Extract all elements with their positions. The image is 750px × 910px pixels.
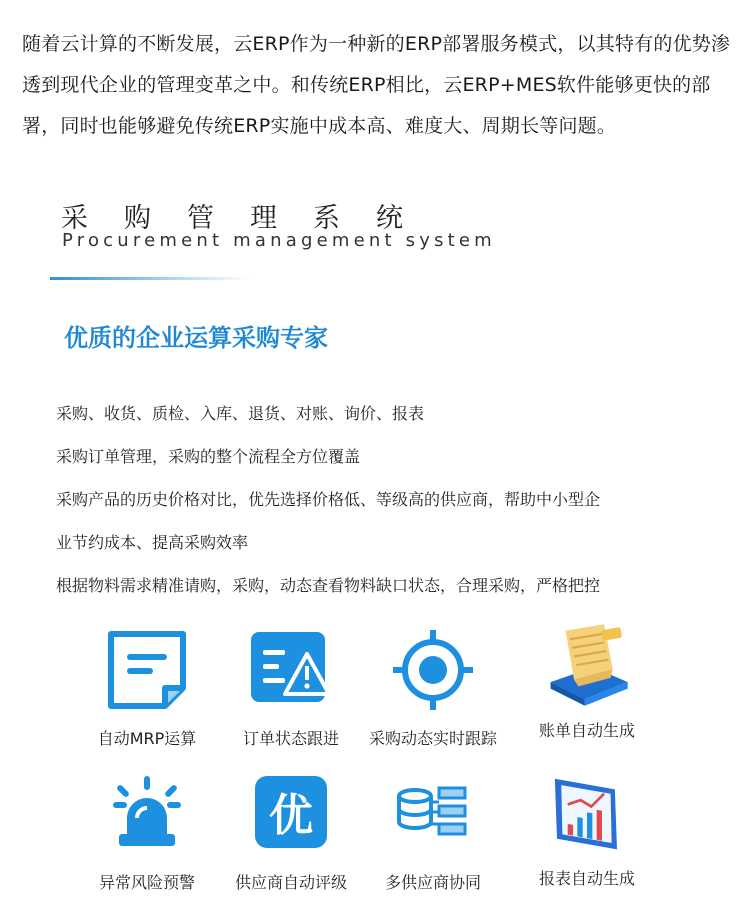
module-multi-supplier bbox=[358, 772, 508, 893]
module-label: 自动MRP运算 bbox=[97, 729, 197, 748]
module-label: 报表自动生成 bbox=[538, 869, 635, 888]
tracking-target-icon bbox=[391, 628, 475, 712]
module-label: 采购动态实时跟踪 bbox=[368, 729, 497, 748]
module-label: 账单自动生成 bbox=[538, 721, 635, 740]
database-network-icon bbox=[391, 772, 475, 856]
title-underline bbox=[50, 277, 250, 280]
module-tracking bbox=[358, 628, 508, 749]
module-supplier-rating bbox=[216, 772, 366, 893]
alarm-light-icon bbox=[105, 772, 189, 856]
module-bill bbox=[512, 620, 662, 741]
module-report bbox=[512, 768, 662, 889]
rating-badge-glyph: 优 bbox=[269, 790, 313, 841]
feature-line: 采购、收货、质检、入库、退货、对账、询价、报表 bbox=[56, 404, 425, 423]
section-heading: 优质的企业运算采购专家 bbox=[64, 324, 328, 352]
feature-line: 根据物料需求精准请购，采购，动态查看物料缺口状态，合理采购，严格把控 bbox=[56, 576, 601, 595]
bill-stack-icon bbox=[542, 620, 632, 710]
module-label: 异常风险预警 bbox=[98, 873, 195, 892]
feature-line: 业节约成本、提高采购效率 bbox=[56, 533, 249, 552]
module-risk-warning bbox=[72, 772, 222, 893]
feature-line: 采购订单管理，采购的整个流程全方位覆盖 bbox=[56, 447, 361, 466]
module-mrp bbox=[72, 628, 222, 749]
module-label: 订单状态跟进 bbox=[242, 729, 339, 748]
module-label: 供应商自动评级 bbox=[234, 873, 347, 892]
module-order-status bbox=[216, 628, 366, 749]
document-lines-icon bbox=[105, 628, 189, 712]
feature-line: 采购产品的历史价格对比，优先选择价格低、等级高的供应商，帮助中小型企 bbox=[56, 490, 601, 509]
system-subtitle: Procurement management system bbox=[62, 230, 496, 251]
feature-list bbox=[56, 392, 696, 607]
system-title: 采购管理系统 bbox=[61, 203, 439, 234]
order-alert-icon bbox=[249, 628, 333, 712]
intro-paragraph: 随着云计算的不断发展，云ERP作为一种新的ERP部署服务模式，以其特有的优势渗透到现代企业的管理变革之中。和传统ERP相比，云ERP+MES软件能够更快的部署，同时也能够避免传统ERP实施中成本高、难度大、周期长等问题。 bbox=[22, 33, 731, 137]
module-label: 多供应商协同 bbox=[384, 873, 481, 892]
rating-badge-icon bbox=[249, 772, 333, 856]
module-grid bbox=[0, 620, 750, 910]
report-chart-icon bbox=[542, 768, 632, 858]
